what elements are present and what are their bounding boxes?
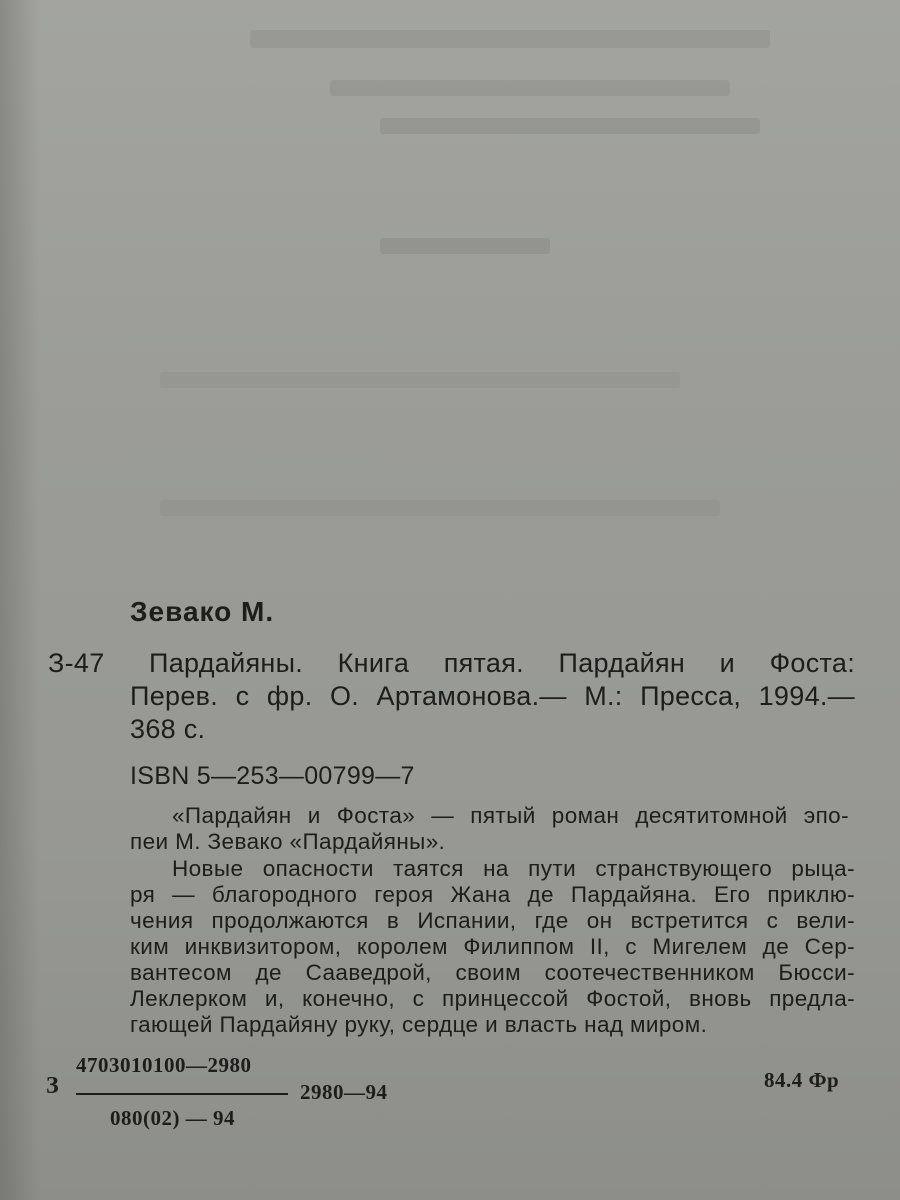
author-name: Зевако М.: [130, 596, 275, 627]
bleed-through-3: [380, 118, 760, 134]
annotation-line-7: вантесом де Сааведрой, своим соотечественником Бюсси-: [130, 960, 855, 985]
catalog-code-denominator: 080(02) — 94: [110, 1106, 235, 1130]
page-shadow: [0, 0, 40, 1200]
fraction-line: [76, 1093, 288, 1095]
annotation-line-6: ким инквизитором, королем Филиппом II, с Мигелем де Сер-: [130, 934, 855, 959]
bibliography-line-3: 368 с.: [130, 714, 206, 744]
annotation-line-5: чения продолжаются в Испании, где он встретится с вели-: [130, 908, 855, 933]
bibliography-line-1: Пардайяны. Книга пятая. Пардайян и Фоста:: [149, 648, 855, 678]
annotation-line-1: «Пардайян и Фоста» — пятый роман десятитомной эпо-: [172, 803, 849, 828]
classification-code: 84.4 Фр: [764, 1068, 840, 1092]
catalog-code-lead: З: [46, 1073, 60, 1099]
isbn: ISBN 5—253—00799—7: [130, 762, 415, 790]
bleed-through-6: [160, 500, 720, 516]
bleed-through-4: [380, 238, 550, 254]
catalog-code-numerator: 4703010100—2980: [76, 1053, 252, 1077]
annotation-line-2: пеи М. Зевако «Пардайяны».: [130, 829, 446, 854]
annotation-line-3: Новые опасности таятся на пути странствующего рыца-: [172, 856, 855, 881]
catalog-code-middle: 2980—94: [300, 1080, 388, 1104]
bleed-through-1: [250, 30, 770, 48]
annotation-line-9: гающей Пардайяну руку, сердце и власть над миром.: [130, 1012, 708, 1037]
bleed-through-2: [330, 80, 730, 96]
bibliography-line-2: Перев. с фр. О. Артамонова.— М.: Пресса, 1994.—: [130, 681, 855, 711]
annotation-line-4: ря — благородного героя Жана де Пардайяна. Его приклю-: [130, 882, 855, 907]
annotation-line-8: Леклерком и, конечно, с принцессой Фостой, вновь предла-: [130, 986, 855, 1011]
bleed-through-5: [160, 372, 680, 388]
call-number: З-47: [48, 648, 105, 678]
